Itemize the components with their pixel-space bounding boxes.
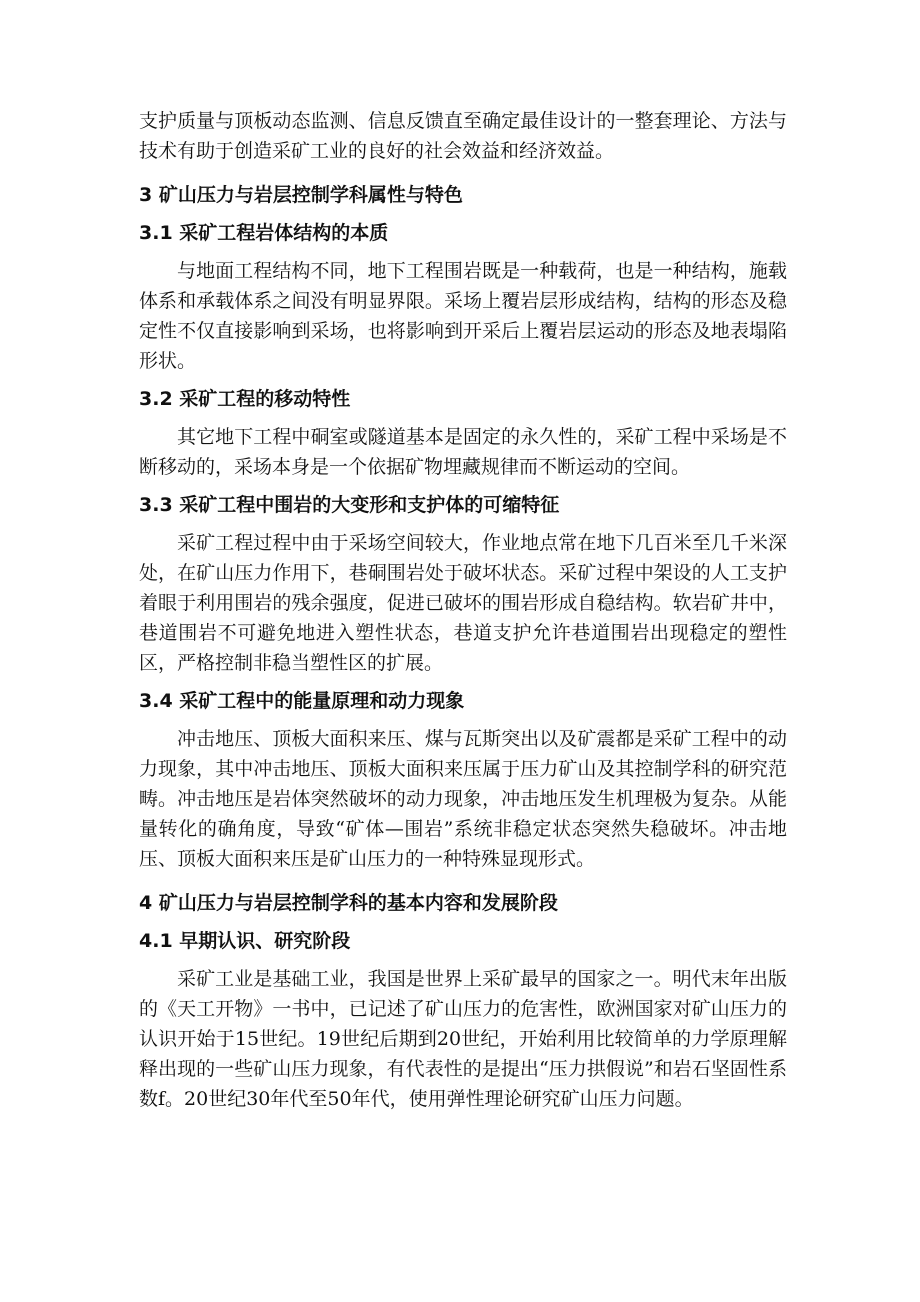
section-3-2-paragraph: 其它地下工程中硐室或隧道基本是固定的永久性的，采矿工程中采场是不断移动的，采场本身是一个依据矿物埋藏规律而不断运动的空间。 bbox=[139, 426, 787, 478]
section-4-heading: 4 矿山压力与岩层控制学科的基本内容和发展阶段 bbox=[139, 892, 558, 914]
section-3-4-heading: 3.4 采矿工程中的能量原理和动力现象 bbox=[139, 690, 465, 712]
intro-paragraph: 支护质量与顶板动态监测、信息反馈直至确定最佳设计的一整套理论、方法与技术有助于创造采矿工业的良好的社会效益和经济效益。 bbox=[139, 110, 787, 162]
section-4-1-paragraph: 采矿工业是基础工业，我国是世界上采矿最早的国家之一。明代末年出版的《天工开物》一书中，已记述了矿山压力的危害性，欧洲国家对矿山压力的认识开始于15世纪。19世纪后期到20世纪，开始利用比较简单的力学原理解释出现的一些矿山压力现象，有代表性的是提出“压力拱假说”和岩石坚固性系数f。20世纪30年代至50年代，使用弹性理论研究矿山压力问题。 bbox=[139, 968, 787, 1110]
section-4-1-heading: 4.1 早期认识、研究阶段 bbox=[139, 930, 351, 952]
section-3-3-paragraph: 采矿工程过程中由于采场空间较大，作业地点常在地下几百米至几千米深处，在矿山压力作用下，巷硐围岩处于破坏状态。采矿过程中架设的人工支护着眼于利用围岩的残余强度，促进已破坏的围岩形成自稳结构。软岩矿井中，巷道围岩不可避免地进入塑性状态，巷道支护允许巷道围岩出现稳定的塑性区，严格控制非稳当塑性区的扩展。 bbox=[139, 532, 787, 674]
section-3-heading: 3 矿山压力与岩层控制学科属性与特色 bbox=[139, 184, 463, 206]
section-3-4-paragraph: 冲击地压、顶板大面积来压、煤与瓦斯突出以及矿震都是采矿工程中的动力现象，其中冲击地压、顶板大面积来压属于压力矿山及其控制学科的研究范畴。冲击地压是岩体突然破坏的动力现象，冲击地压发生机理极为复杂。从能量转化的确角度，导致“矿体—围岩”系统非稳定状态突然失稳破坏。冲击地压、顶板大面积来压是矿山压力的一种特殊显现形式。 bbox=[139, 728, 787, 870]
section-3-3-heading: 3.3 采矿工程中围岩的大变形和支护体的可缩特征 bbox=[139, 494, 560, 516]
section-3-1-paragraph: 与地面工程结构不同，地下工程围岩既是一种载荷，也是一种结构，施载体系和承载体系之间没有明显界限。采场上覆岩层形成结构，结构的形态及稳定性不仅直接影响到采场，也将影响到开采后上覆岩层运动的形态及地表塌陷形状。 bbox=[139, 260, 787, 372]
section-3-2-heading: 3.2 采矿工程的移动特性 bbox=[139, 388, 351, 410]
section-3-1-heading: 3.1 采矿工程岩体结构的本质 bbox=[139, 222, 389, 244]
